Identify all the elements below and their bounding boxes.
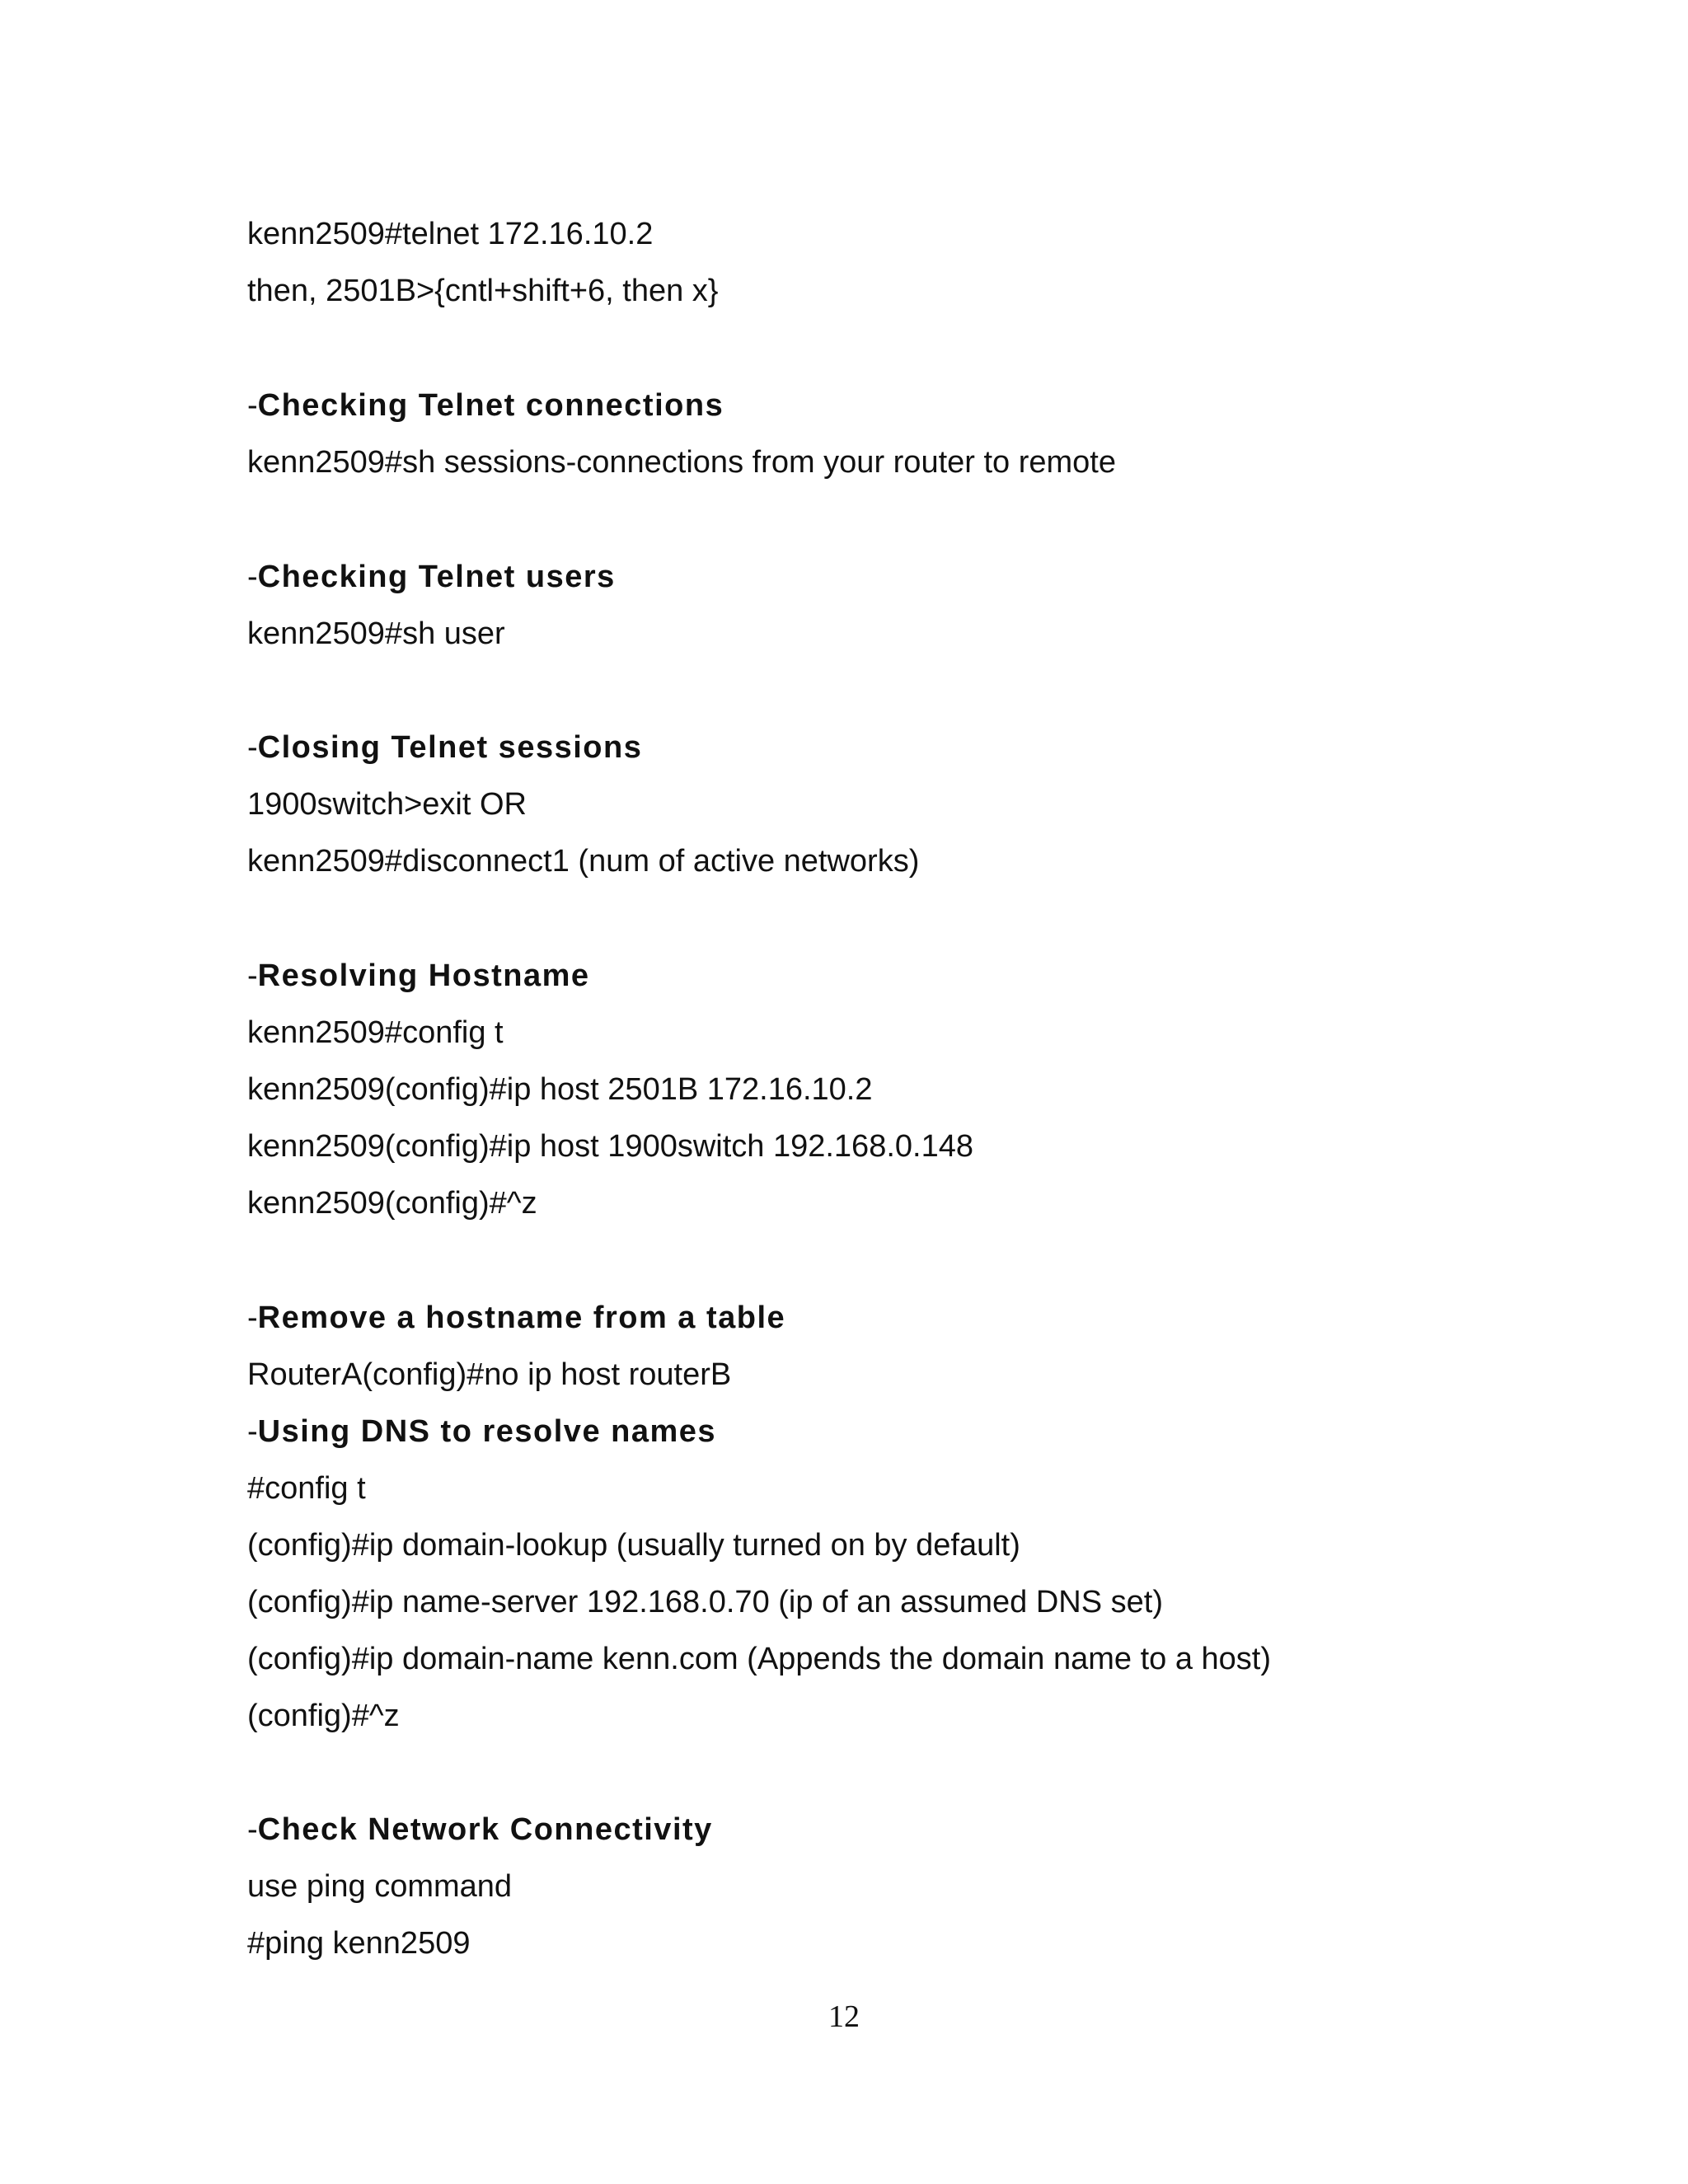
command-line: #ping kenn2509 <box>247 1926 471 1961</box>
command-line: (config)#ip name-server 192.168.0.70 (ip of an assumed DNS set) <box>247 1585 1163 1619</box>
command-line: #config t <box>247 1471 366 1506</box>
command-line: RouterA(config)#no ip host routerB <box>247 1357 732 1392</box>
command-line: (config)#^z <box>247 1699 400 1733</box>
command-line: use ping command <box>247 1869 513 1904</box>
page-number: 12 <box>828 1999 860 2034</box>
command-line: kenn2509(config)#^z <box>247 1186 537 1221</box>
heading-title: Using DNS to resolve names <box>257 1414 717 1449</box>
command-line: kenn2509#sh sessions-connections from your router to remote <box>247 445 1116 480</box>
heading-title: Resolving Hostname <box>257 958 590 993</box>
command-line: (config)#ip domain-lookup (usually turned on by default) <box>247 1528 1020 1563</box>
section-heading <box>247 561 616 593</box>
heading-title: Remove a hostname from a table <box>257 1301 786 1335</box>
heading-dash: - <box>247 388 258 423</box>
heading-title: Checking Telnet connections <box>257 388 724 423</box>
heading-dash: - <box>247 958 258 993</box>
command-line: (config)#ip domain-name kenn.com (Appends the domain name to a host) <box>247 1642 1272 1676</box>
section-heading <box>247 1814 713 1845</box>
heading-title: Checking Telnet users <box>257 560 616 594</box>
command-line: then, 2501B>{cntl+shift+6, then x} <box>247 274 719 308</box>
command-line: kenn2509#config t <box>247 1015 504 1050</box>
heading-dash: - <box>247 560 258 594</box>
section-heading <box>247 960 590 991</box>
command-line: 1900switch>exit OR <box>247 787 527 822</box>
section-heading <box>247 732 642 763</box>
section-heading <box>247 390 724 421</box>
command-line: kenn2509(config)#ip host 2501B 172.16.10.2 <box>247 1072 873 1107</box>
heading-dash: - <box>247 1301 258 1335</box>
heading-dash: - <box>247 1812 258 1847</box>
heading-title: Closing Telnet sessions <box>257 730 643 765</box>
heading-title: Check Network Connectivity <box>257 1812 713 1847</box>
section-heading <box>247 1416 716 1447</box>
command-line: kenn2509#telnet 172.16.10.2 <box>247 217 654 251</box>
heading-dash: - <box>247 730 258 765</box>
command-line: kenn2509#sh user <box>247 616 505 651</box>
command-line: kenn2509(config)#ip host 1900switch 192.168.0.148 <box>247 1129 973 1164</box>
section-heading <box>247 1302 785 1333</box>
heading-dash: - <box>247 1414 258 1449</box>
command-line: kenn2509#disconnect1 (num of active networks) <box>247 844 920 879</box>
